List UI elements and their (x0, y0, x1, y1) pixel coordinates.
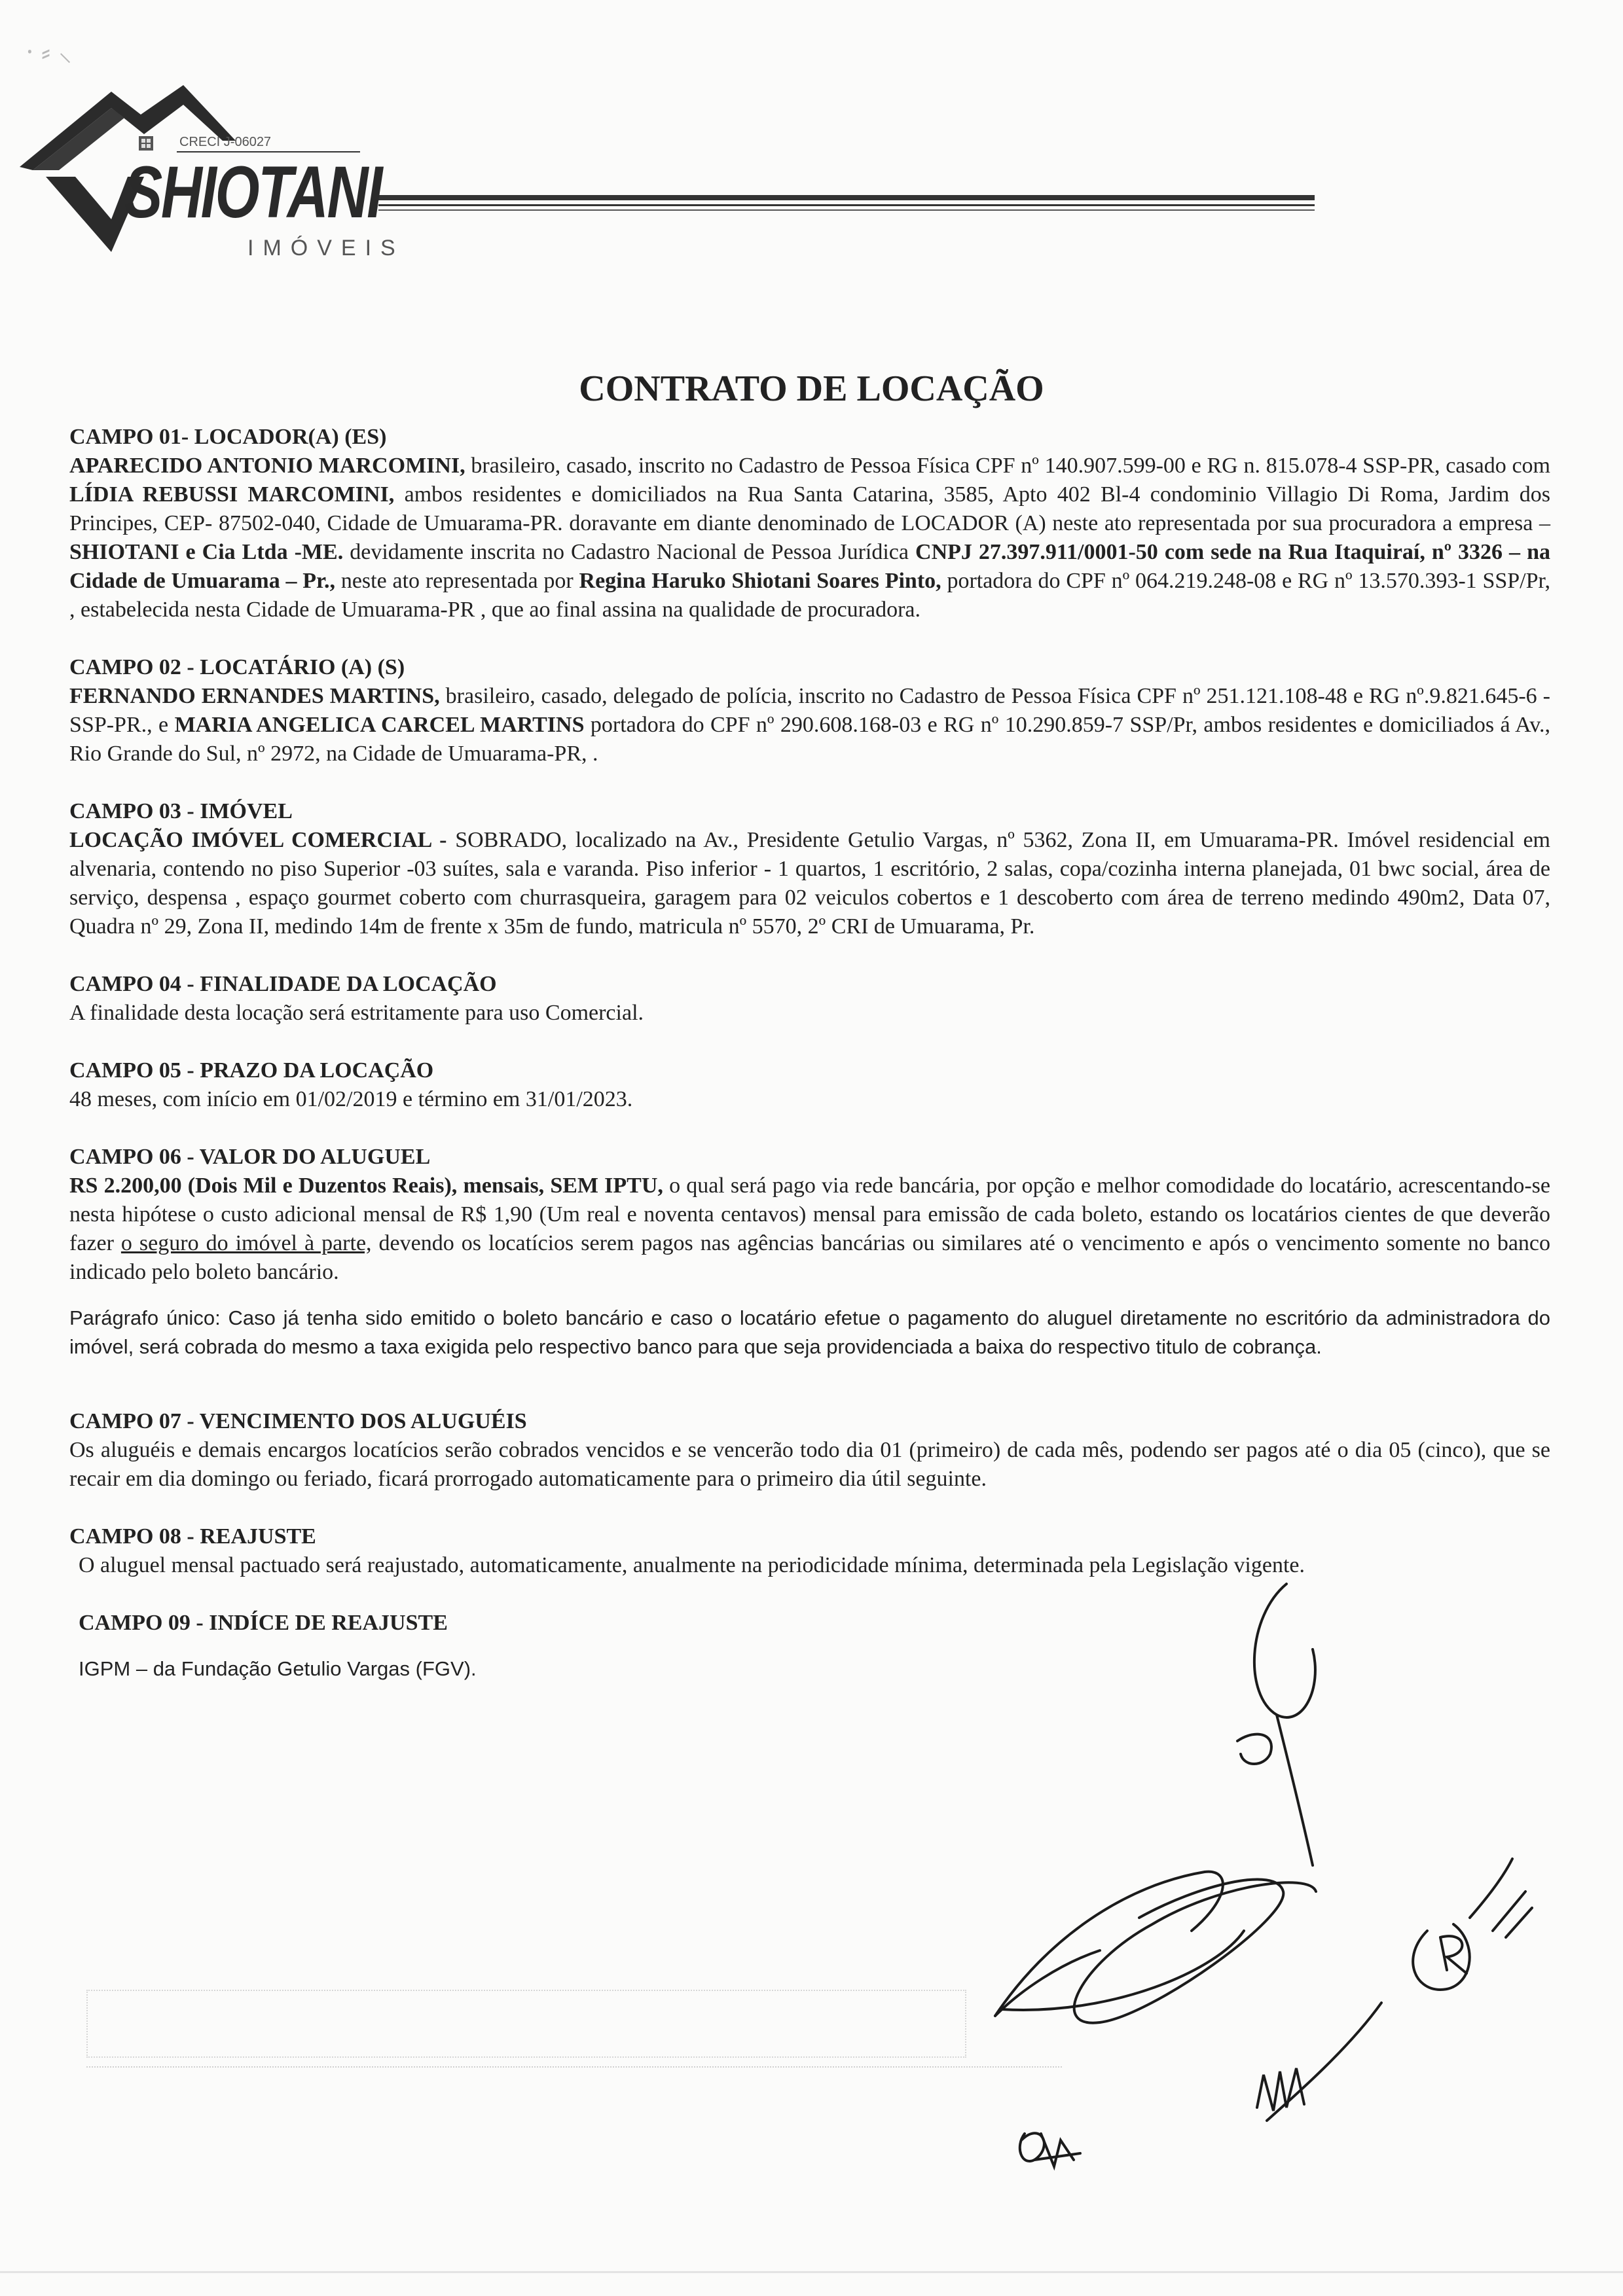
campo-08-heading: CAMPO 08 - REAJUSTE (69, 1524, 316, 1549)
divider (86, 2066, 1062, 2068)
creci-label: CRECI J-06027 (179, 135, 272, 149)
campo-04-heading: CAMPO 04 - FINALIDADE DA LOCAÇÃO (69, 972, 497, 996)
campo-06-text: RS 2.200,00 (Dois Mil e Duzentos Reais), mensais, SEM IPTU, o qual será pago via rede bancária, por opção e melhor comodidade do locatário, acrescentando-se nesta hipótese o custo adicional mensal de R$ 1,90 (Um real e noventa centavos) mensal para emissão de cada boleto, estando os locatários cientes de que deverão fazer o seguro do imóvel à parte, devendo os locatícios serem pagos nas agências bancárias ou similares até o vencimento e após o vencimento somente no banco indicado pelo boleto bancário. (69, 1174, 1550, 1284)
campo-05-text: 48 meses, com início em 01/02/2019 e término em 31/01/2023. (69, 1087, 633, 1111)
campo-06 (69, 1143, 1550, 1361)
campo-02-heading: CAMPO 02 - LOCATÁRIO (A) (S) (69, 655, 405, 679)
contract-body (69, 423, 1550, 1712)
campo-04-text: A finalidade desta locação será estritamente para uso Comercial. (69, 1001, 644, 1025)
campo-08 (69, 1522, 1550, 1580)
campo-03-text: LOCAÇÃO IMÓVEL COMERCIAL - SOBRADO, localizado na Av., Presidente Getulio Vargas, nº 5362, Zona II, em Umuarama-PR. Imóvel residencial em alvenaria, contendo no piso Superior -03 suítes, sala e varanda. Piso inferior - 1 quartos, 1 escritório, 2 salas, copa/cozinha interna planejada, 01 bwc social, área de serviço, despensa , espaço gourmet coberto com churrasqueira, garagem para 02 veiculos cobertos e 1 descoberto com área de terreno medindo 490m2, Data 07, Quadra nº 29, Zona II, medindo 14m de frente x 35m de fundo, matricula nº 5570, 2º CRI de Umuarama, Pr. (69, 828, 1550, 939)
campo-06-paragraph: Parágrafo único: Caso já tenha sido emitido o boleto bancário e caso o locatário efetue o pagamento do aluguel diretamente no escritório da administradora do imóvel, será cobrada do mesmo a taxa exigida pelo respectivo banco para que seja providenciada a baixa do respectivo titulo de cobrança. (69, 1306, 1550, 1358)
campo-04 (69, 970, 1550, 1028)
campo-09-heading: CAMPO 09 - INDÍCE DE REAJUSTE (79, 1611, 448, 1635)
brand-subtitle: IMÓVEIS (247, 236, 405, 260)
campo-01-text: APARECIDO ANTONIO MARCOMINI, brasileiro, casado, inscrito no Cadastro de Pessoa Física CPF nº 140.907.599-00 e RG n. 815.078-4 SSP-PR, casado com LÍDIA REBUSSI MARCOMINI, ambos residentes e domiciliados na Rua Santa Catarina, 3585, Apto 402 Bl-4 condominio Villagio Di Roma, Jardim dos Principes, CEP- 87502-040, Cidade de Umuarama-PR. doravante em diante denominado de LOCADOR (A) neste ato representada por sua procuradora a empresa – SHIOTANI e Cia Ltda -ME. devidamente inscrita no Cadastro Nacional de Pessoa Jurídica CNPJ 27.397.911/0001-50 com sede na Rua Itaquiraí, nº 3326 – na Cidade de Umuarama – Pr., neste ato representada por Regina Haruko Shiotani Soares Pinto, portadora do CPF nº 064.219.248-08 e RG nº 13.570.393-1 SSP/Pr, , estabelecida nesta Cidade de Umuarama-PR , que ao final assina na qualidade de procuradora. (69, 454, 1550, 622)
campo-09-text: IGPM – da Fundação Getulio Vargas (FGV). (79, 1657, 477, 1680)
campo-06-heading: CAMPO 06 - VALOR DO ALUGUEL (69, 1145, 431, 1169)
campo-01-heading: CAMPO 01- LOCADOR(A) (ES) (69, 425, 387, 449)
campo-02 (69, 653, 1550, 768)
scan-mark: ⸱ ⸗ ⸜ (26, 37, 72, 67)
campo-07-heading: CAMPO 07 - VENCIMENTO DOS ALUGUÉIS (69, 1409, 527, 1433)
campo-03-heading: CAMPO 03 - IMÓVEL (69, 799, 293, 823)
campo-01 (69, 423, 1550, 624)
document-title: CONTRATO DE LOCAÇÃO (579, 368, 1044, 409)
campo-05-heading: CAMPO 05 - PRAZO DA LOCAÇÃO (69, 1058, 434, 1083)
campo-03 (69, 797, 1550, 941)
campo-02-text: FERNANDO ERNANDES MARTINS, brasileiro, casado, delegado de polícia, inscrito no Cadastro de Pessoa Física CPF nº 251.121.108-48 e RG nº.9.821.645-6 - SSP-PR., e MARIA ANGELICA CARCEL MARTINS portadora do CPF nº 290.608.168-03 e RG nº 10.290.859-7 SSP/Pr, ambos residentes e domiciliados á Av., Rio Grande do Sul, nº 2972, na Cidade de Umuarama-PR, . (69, 684, 1550, 766)
blank-field-box (86, 1990, 966, 2058)
campo-08-text: O aluguel mensal pactuado será reajustado, automaticamente, anualmente na periodicidade mínima, determinada pela Legislação vigente. (79, 1553, 1305, 1577)
campo-09 (69, 1609, 1550, 1683)
campo-05 (69, 1056, 1550, 1114)
campo-07 (69, 1407, 1550, 1494)
brand-name: SHIOTANI (124, 151, 382, 233)
campo-07-text: Os aluguéis e demais encargos locatícios serão cobrados vencidos e se vencerão todo dia 01 (primeiro) de cada mês, podendo ser pagos até o dia 05 (cinco), que se recair em dia domingo ou feriado, ficará prorrogado automaticamente para o primeiro dia útil seguinte. (69, 1438, 1550, 1491)
page-bottom-edge (0, 2271, 1623, 2273)
